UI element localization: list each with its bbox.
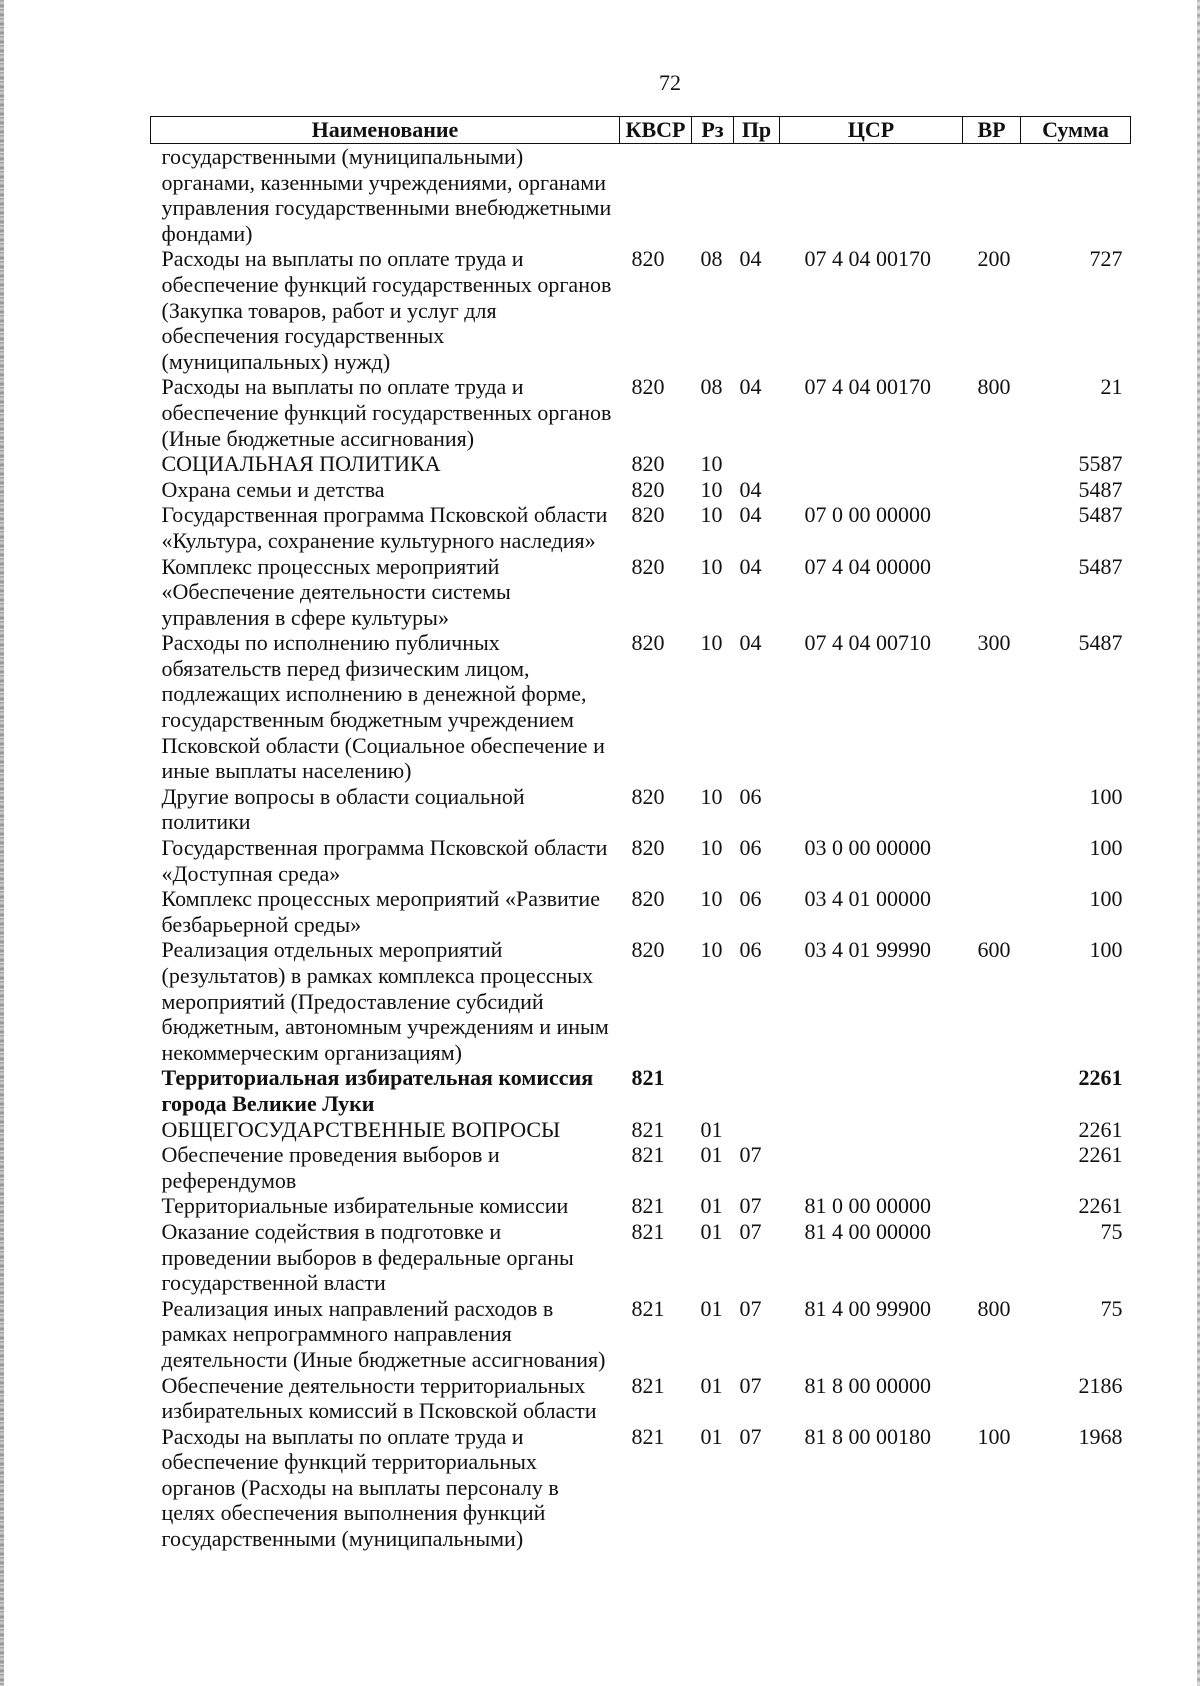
cell-rz: 01 <box>700 1116 723 1142</box>
table-row <box>151 1219 1131 1296</box>
cell-sum: 21 <box>1100 374 1123 400</box>
cell-sum: 5487 <box>1078 630 1123 656</box>
cell-name: Территориальная избирательная комиссия города Великие Луки <box>161 1065 594 1116</box>
cell-csr: 07 4 04 00710 <box>804 630 931 656</box>
cell-vr <box>963 502 1021 553</box>
cell-sum: 100 <box>1089 783 1123 809</box>
cell-csr <box>780 1117 963 1143</box>
cell-csr: 07 4 04 00000 <box>804 553 931 579</box>
cell-csr: 07 4 04 00170 <box>804 246 931 272</box>
cell-name: государственными (муниципальными) органами, казенными учреждениями, органами управления государственными внебюджетными фондами) <box>161 144 612 246</box>
cell-pr: 07 <box>739 1295 762 1321</box>
cell-sum: 2261 <box>1078 1116 1123 1142</box>
cell-rz: 08 <box>700 246 723 272</box>
cell-csr: 07 4 04 00170 <box>804 374 931 400</box>
table-row <box>151 784 1131 835</box>
cell-sum: 75 <box>1100 1295 1123 1321</box>
cell-rz: 10 <box>700 476 723 502</box>
table-row <box>151 374 1131 451</box>
cell-kvsr: 821 <box>631 1372 665 1398</box>
cell-vr: 200 <box>977 246 1011 272</box>
cell-kvsr: 821 <box>631 1065 665 1091</box>
table-row <box>151 835 1131 886</box>
header-pr: Пр <box>734 117 780 144</box>
budget-table <box>150 116 1131 1552</box>
cell-kvsr: 821 <box>631 1193 665 1219</box>
cell-csr: 81 4 00 99900 <box>804 1295 931 1321</box>
cell-name: СОЦИАЛЬНАЯ ПОЛИТИКА <box>161 451 441 477</box>
cell-rz: 01 <box>700 1295 723 1321</box>
cell-pr <box>734 451 780 477</box>
cell-csr: 03 4 01 99990 <box>804 937 931 963</box>
cell-vr <box>963 886 1021 937</box>
cell-pr: 07 <box>739 1423 762 1449</box>
table-row <box>151 1424 1131 1552</box>
table-row <box>151 1296 1131 1373</box>
cell-rz: 10 <box>700 502 723 528</box>
cell-kvsr: 820 <box>631 374 665 400</box>
cell-vr <box>963 784 1021 835</box>
cell-rz <box>692 1065 734 1116</box>
cell-kvsr: 820 <box>631 835 665 861</box>
cell-pr: 07 <box>739 1218 762 1244</box>
cell-kvsr: 821 <box>631 1218 665 1244</box>
cell-name: Оказание содействия в подготовке и проведении выборов в федеральные органы государственной власти <box>161 1218 574 1296</box>
cell-pr: 04 <box>739 553 762 579</box>
cell-sum: 75 <box>1100 1218 1123 1244</box>
cell-name: Государственная программа Псковской области «Культура, сохранение культурного наследия» <box>161 502 608 553</box>
cell-name: Обеспечение проведения выборов и референдумов <box>161 1142 500 1193</box>
cell-sum <box>1021 144 1131 247</box>
cell-sum: 727 <box>1089 246 1123 272</box>
cell-vr <box>963 477 1021 503</box>
cell-rz: 01 <box>700 1218 723 1244</box>
cell-name: Территориальные избирательные комиссии <box>161 1193 569 1219</box>
cell-name: ОБЩЕГОСУДАРСТВЕННЫЕ ВОПРОСЫ <box>161 1116 561 1142</box>
cell-pr: 04 <box>739 502 762 528</box>
cell-pr: 04 <box>739 476 762 502</box>
cell-kvsr: 820 <box>631 502 665 528</box>
cell-csr: 07 0 00 00000 <box>804 502 931 528</box>
cell-vr: 800 <box>977 374 1011 400</box>
cell-name: Расходы на выплаты по оплате труда и обеспечение функций государственных органов (Закупка товаров, работ и услуг для обеспечения государственных (муниципальных) нужд) <box>161 246 612 374</box>
cell-sum: 1968 <box>1078 1423 1123 1449</box>
header-sum: Сумма <box>1021 117 1131 144</box>
cell-kvsr: 820 <box>631 630 665 656</box>
table-row <box>151 246 1131 374</box>
cell-sum: 100 <box>1089 937 1123 963</box>
cell-kvsr: 820 <box>631 246 665 272</box>
cell-kvsr: 820 <box>631 886 665 912</box>
cell-name: Другие вопросы в области социальной политики <box>161 783 525 835</box>
cell-vr <box>963 1193 1021 1219</box>
cell-csr: 03 4 01 00000 <box>804 886 931 912</box>
cell-csr: 03 0 00 00000 <box>804 835 931 861</box>
cell-sum: 5587 <box>1078 451 1123 477</box>
cell-name: Расходы по исполнению публичных обязательств перед физическим лицом, подлежащих исполнению в денежной форме, государственным бюджетным учреждением Псковской области (Социальное обеспечение и иные выплаты населению) <box>161 630 605 784</box>
cell-rz: 10 <box>700 630 723 656</box>
cell-sum: 2261 <box>1078 1142 1123 1168</box>
table-row <box>151 630 1131 784</box>
cell-vr <box>963 835 1021 886</box>
header-name: Наименование <box>151 117 620 144</box>
cell-vr <box>963 1219 1021 1296</box>
cell-sum: 2261 <box>1078 1065 1123 1091</box>
cell-pr: 06 <box>739 937 762 963</box>
cell-vr <box>963 451 1021 477</box>
cell-kvsr: 820 <box>631 451 665 477</box>
cell-kvsr: 820 <box>631 937 665 963</box>
cell-name: Обеспечение деятельности территориальных избирательных комиссий в Псковской области <box>161 1372 597 1424</box>
cell-vr <box>963 554 1021 631</box>
table-row <box>151 886 1131 937</box>
cell-csr: 81 0 00 00000 <box>804 1193 931 1219</box>
cell-name: Охрана семьи и детства <box>161 476 385 502</box>
cell-rz: 01 <box>700 1142 723 1168</box>
cell-sum: 100 <box>1089 835 1123 861</box>
cell-sum: 5487 <box>1078 502 1123 528</box>
table-header-row <box>151 117 1131 144</box>
cell-vr <box>963 144 1021 247</box>
cell-rz <box>692 144 734 247</box>
cell-pr: 06 <box>739 886 762 912</box>
cell-sum: 100 <box>1089 886 1123 912</box>
cell-pr: 06 <box>739 783 762 809</box>
cell-vr <box>963 1373 1021 1424</box>
cell-pr: 04 <box>739 630 762 656</box>
cell-csr: 81 8 00 00000 <box>804 1372 931 1398</box>
cell-csr <box>780 1065 963 1116</box>
cell-vr: 300 <box>977 630 1011 656</box>
table-row <box>151 1117 1131 1143</box>
cell-name: Реализация иных направлений расходов в рамках непрограммного направления деятельности (Иные бюджетные ассигнования) <box>161 1295 606 1372</box>
table-row <box>151 937 1131 1065</box>
budget-table-container <box>150 116 1130 1552</box>
cell-rz: 10 <box>700 835 723 861</box>
cell-name: Комплекс процессных мероприятий «Обеспечение деятельности системы управления в сфере культуры» <box>161 553 511 630</box>
cell-rz: 10 <box>700 937 723 963</box>
cell-rz: 10 <box>700 783 723 809</box>
header-vr: ВР <box>963 117 1021 144</box>
cell-pr: 04 <box>739 246 762 272</box>
cell-kvsr: 821 <box>631 1295 665 1321</box>
cell-kvsr: 821 <box>631 1423 665 1449</box>
cell-rz: 10 <box>700 451 723 477</box>
header-csr: ЦСР <box>780 117 963 144</box>
cell-pr: 07 <box>739 1142 762 1168</box>
cell-pr: 06 <box>739 835 762 861</box>
table-row <box>151 1142 1131 1193</box>
cell-rz: 10 <box>700 553 723 579</box>
cell-name: Комплекс процессных мероприятий «Развитие безбарьерной среды» <box>161 886 600 937</box>
cell-csr <box>780 144 963 247</box>
cell-kvsr <box>620 144 692 247</box>
cell-name: Государственная программа Псковской области «Доступная среда» <box>161 835 608 886</box>
table-row-section <box>151 1065 1131 1116</box>
cell-csr: 81 4 00 00000 <box>804 1218 931 1244</box>
cell-kvsr: 821 <box>631 1142 665 1168</box>
scan-edge-left <box>0 0 4 1686</box>
cell-pr: 07 <box>739 1193 762 1219</box>
cell-sum: 2261 <box>1078 1193 1123 1219</box>
cell-vr: 600 <box>977 937 1011 963</box>
cell-sum: 5487 <box>1078 476 1123 502</box>
cell-pr: 04 <box>739 374 762 400</box>
cell-csr <box>780 1142 963 1193</box>
cell-kvsr: 821 <box>631 1116 665 1142</box>
table-row <box>151 1193 1131 1219</box>
cell-vr <box>963 1142 1021 1193</box>
cell-vr <box>963 1117 1021 1143</box>
table-row <box>151 554 1131 631</box>
cell-rz: 01 <box>700 1193 723 1219</box>
page-number: 72 <box>659 70 681 95</box>
cell-rz: 10 <box>700 886 723 912</box>
cell-vr: 800 <box>977 1295 1011 1321</box>
header-kvsr: КВСР <box>620 117 692 144</box>
cell-pr: 07 <box>739 1372 762 1398</box>
table-row <box>151 144 1131 247</box>
cell-kvsr: 820 <box>631 783 665 809</box>
cell-pr <box>734 1117 780 1143</box>
cell-rz: 01 <box>700 1372 723 1398</box>
table-row <box>151 477 1131 503</box>
header-rz: Рз <box>692 117 734 144</box>
table-row <box>151 502 1131 553</box>
cell-name: Расходы на выплаты по оплате труда и обеспечение функций территориальных органов (Расходы на выплаты персоналу в целях обеспечения выполнения функций государственными (муниципальными) <box>161 1423 559 1552</box>
cell-rz: 01 <box>700 1423 723 1449</box>
cell-csr <box>780 477 963 503</box>
table-row <box>151 451 1131 477</box>
cell-csr <box>780 451 963 477</box>
cell-kvsr: 820 <box>631 476 665 502</box>
cell-sum: 5487 <box>1078 553 1123 579</box>
cell-vr: 100 <box>977 1423 1011 1449</box>
cell-rz: 08 <box>700 374 723 400</box>
cell-name: Реализация отдельных мероприятий (результатов) в рамках комплекса процессных мероприятий (Предоставление субсидий бюджетным, автономным учреждениям и иным некоммерческим организациям) <box>161 937 609 1065</box>
cell-vr <box>963 1065 1021 1116</box>
table-row <box>151 1373 1131 1424</box>
cell-csr <box>780 784 963 835</box>
cell-sum: 2186 <box>1078 1372 1123 1398</box>
cell-pr <box>734 1065 780 1116</box>
cell-csr: 81 8 00 00180 <box>804 1423 931 1449</box>
cell-pr <box>734 144 780 247</box>
cell-name: Расходы на выплаты по оплате труда и обеспечение функций государственных органов (Иные бюджетные ассигнования) <box>161 374 612 451</box>
cell-kvsr: 820 <box>631 553 665 579</box>
